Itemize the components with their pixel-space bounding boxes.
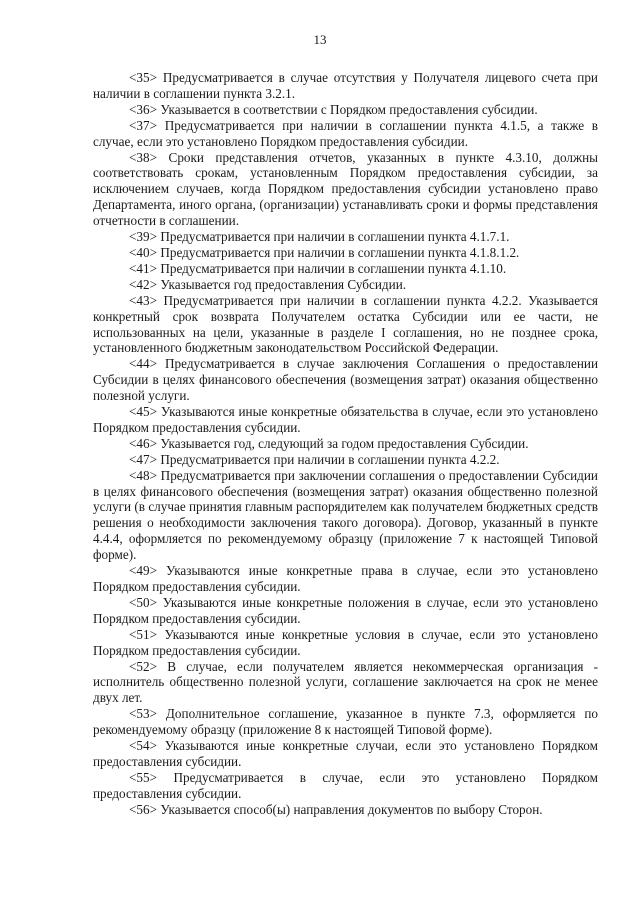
footnote-35: <35> Предусматривается в случае отсутствия у Получателя лицевого счета при наличии в соглашении пункта 3.2.1. bbox=[93, 70, 598, 101]
footnote-46: <46> Указывается год, следующий за годом предоставления Субсидии. bbox=[129, 435, 529, 451]
footnote-41: <41> Предусматривается при наличии в соглашении пункта 4.1.10. bbox=[129, 260, 507, 276]
footnote-44: <44> Предусматривается в случае заключения Соглашения о предоставлении Субсидии в целях финансового обеспечения (возмещения затрат) оказания общественно полезной услуги. bbox=[93, 356, 598, 404]
footnote-36: <36> Указывается в соответствии с Порядком предоставления субсидии. bbox=[129, 101, 538, 117]
footnote-45: <45> Указываются иные конкретные обязательства в случае, если это установлено Порядком предоставления субсидии. bbox=[93, 404, 598, 435]
footnote-53: <53> Дополнительное соглашение, указанное в пункте 7.3, оформляется по рекомендуемому образцу (приложение 8 к настоящей Типовой форме). bbox=[93, 706, 598, 738]
footnotes-list bbox=[93, 70, 598, 818]
footnote-42: <42> Указывается год предоставления Субсидии. bbox=[129, 276, 407, 292]
footnote-49: <49> Указываются иные конкретные права в случае, если это установлено Порядком предоставления субсидии. bbox=[93, 563, 598, 594]
footnote-38: <38> Сроки представления отчетов, указанных в пункте 4.3.10, должны соответствовать срокам, установленным Порядком предоставления субсидии, за исключением случаев, когда Порядком предоставления субсидии установлено право Департамента, иного органа, (организации) устанавливать сроки и формы представления отчетности в соглашении. bbox=[93, 149, 598, 229]
footnote-51: <51> Указываются иные конкретные условия в случае, если это установлено Порядком предоставления субсидии. bbox=[93, 626, 598, 658]
footnote-54: <54> Указываются иные конкретные случаи, если это установлено Порядком предоставления субсидии. bbox=[93, 738, 598, 769]
footnote-55: <55> Предусматривается в случае, если это установлено Порядком предоставления субсидии. bbox=[93, 769, 598, 801]
footnote-47: <47> Предусматривается при наличии в соглашении пункта 4.2.2. bbox=[129, 451, 500, 467]
footnote-52: <52> В случае, если получателем является некоммерческая организация - исполнитель общественно полезной услуги, соглашение заключается на срок не менее двух лет. bbox=[93, 658, 598, 706]
footnote-40: <40> Предусматривается при наличии в соглашении пункта 4.1.8.1.2. bbox=[129, 244, 520, 260]
footnote-48: <48> Предусматривается при заключении соглашения о предоставлении Субсидии в целях финансового обеспечения (возмещения затрат) оказания общественно полезной услуги (в случае принятия главным распорядителем как получателем бюджетных средств решения о необходимости заключения такого договора). Договор, указанный в пункте 4.4.4, оформляется по рекомендуемому образцу (приложение 7 к настоящей Типовой форме). bbox=[93, 467, 598, 563]
footnote-43: <43> Предусматривается при наличии в соглашении пункта 4.2.2. Указывается конкретный срок возврата Получателем остатка Субсидии или ее части, не использованных на цели, указанные в разделе I соглашения, но не позднее срока, установленного бюджетным законодательством Российской Федерации. bbox=[93, 292, 598, 356]
page-number: 13 bbox=[313, 32, 327, 47]
footnote-50: <50> Указываются иные конкретные положения в случае, если это установлено Порядком предоставления субсидии. bbox=[93, 594, 598, 626]
footnote-56: <56> Указывается способ(ы) направления документов по выбору Сторон. bbox=[129, 801, 543, 817]
footnote-37: <37> Предусматривается при наличии в соглашении пункта 4.1.5, а также в случае, если это установлено Порядком предоставления субсидии. bbox=[93, 117, 598, 149]
footnote-39: <39> Предусматривается при наличии в соглашении пункта 4.1.7.1. bbox=[129, 229, 510, 245]
